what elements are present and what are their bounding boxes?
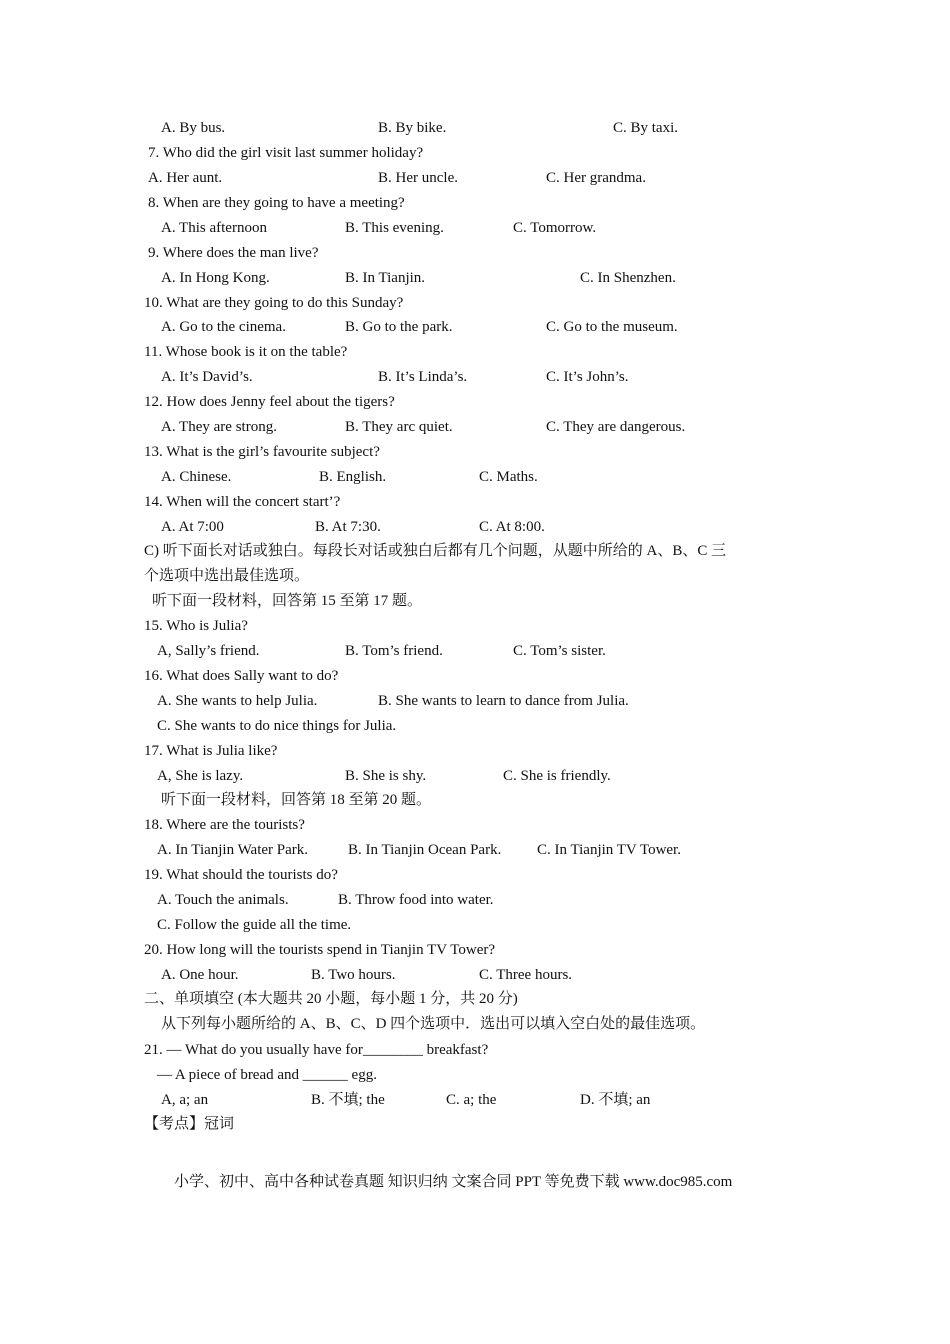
option-c: C. Maths. [479,469,538,485]
option-b: B. She is shy. [345,768,427,784]
option-c: C. They are dangerous. [546,419,686,435]
section-2-heading: 二、单项填空 (本大题共 20 小题，每小题 1 分，共 20 分) [144,991,518,1007]
question-16: 16. What does Sally want to do? [144,668,339,684]
option-c: C. In Shenzhen. [580,270,676,286]
option-a: A. In Hong Kong. [161,270,270,286]
option-c: C. Tomorrow. [513,220,597,236]
question-21: 21. — What do you usually have for________ breakfast? [144,1042,489,1058]
question-21-response: — A piece of bread and ______ egg. [157,1067,377,1083]
passage-intro-18-20: 听下面一段材料，回答第 18 至第 20 题。 [161,792,432,808]
question-18: 18. Where are the tourists? [144,817,305,833]
question-12: 12. How does Jenny feel about the tigers? [144,394,395,410]
option-c: C. At 8:00. [479,519,545,535]
option-a: A. In Tianjin Water Park. [157,842,309,858]
option-c: C. a; the [446,1092,497,1108]
option-c: C. She is friendly. [503,768,611,784]
question-9: 9. Where does the man live? [148,245,319,261]
question-17: 17. What is Julia like? [144,743,278,759]
option-c: C. Follow the guide all the time. [157,917,352,933]
option-a: A, a; an [161,1092,209,1108]
section-c-instructions-cont: 个选项中选出最佳选项。 [144,568,310,584]
section-2-instructions: 从下列每小题所给的 A、B、C、D 四个选项中．选出可以填入空白处的最佳选项。 [161,1016,706,1032]
option-a: A. Chinese. [161,469,232,485]
option-b: B. Throw food into water. [338,892,494,908]
knowledge-point: 【考点】冠词 [144,1116,235,1132]
option-a: A. Her aunt. [148,170,223,186]
question-13: 13. What is the girl’s favourite subject? [144,444,380,460]
option-a: A, She is lazy. [157,768,244,784]
passage-intro-15-17: 听下面一段材料，回答第 15 至第 17 题。 [152,593,423,609]
option-c: C. In Tianjin TV Tower. [537,842,681,858]
option-a: A. She wants to help Julia. [157,693,318,709]
option-c: C. Go to the museum. [546,319,678,335]
option-a: A. It’s David’s. [161,369,253,385]
option-c: C. Tom’s sister. [513,643,606,659]
option-c: C. Her grandma. [546,170,646,186]
option-b: B. Two hours. [311,967,396,983]
option-b: B. 不填; the [311,1092,385,1108]
option-a: A. At 7:00 [161,519,224,535]
question-7: 7. Who did the girl visit last summer holiday? [148,145,424,161]
option-a: A. By bus. [161,120,226,136]
question-8: 8. When are they going to have a meeting? [148,195,405,211]
option-a: A. This afternoon [161,220,267,236]
option-a: A, Sally’s friend. [157,643,260,659]
section-c-instructions: C) 听下面长对话或独白。每段长对话或独白后都有几个问题，从题中所给的 A、B、C 三 [144,543,727,559]
option-c: C. It’s John’s. [546,369,629,385]
option-a: A. Touch the animals. [157,892,289,908]
option-b: B. In Tianjin Ocean Park. [348,842,502,858]
option-b: B. English. [319,469,387,485]
page-footer: 小学、初中、高中各种试卷真题 知识归纳 文案合同 PPT 等免费下载 www.doc985.com [174,1174,733,1190]
option-b: B. Go to the park. [345,319,453,335]
question-10: 10. What are they going to do this Sunday? [144,295,404,311]
option-b: B. Tom’s friend. [345,643,443,659]
option-b: B. She wants to learn to dance from Julia. [378,693,629,709]
option-b: B. They arc quiet. [345,419,453,435]
option-c: C. She wants to do nice things for Julia. [157,718,397,734]
question-20: 20. How long will the tourists spend in Tianjin TV Tower? [144,942,496,958]
option-b: B. By bike. [378,120,447,136]
option-c: C. Three hours. [479,967,573,983]
option-b: B. At 7:30. [315,519,381,535]
option-a: A. One hour. [161,967,239,983]
option-b: B. This evening. [345,220,444,236]
option-b: B. In Tianjin. [345,270,426,286]
option-a: A. Go to the cinema. [161,319,286,335]
option-b: B. Her uncle. [378,170,458,186]
question-14: 14. When will the concert start’? [144,494,341,510]
option-b: B. It’s Linda’s. [378,369,468,385]
option-c: C. By taxi. [613,120,679,136]
question-11: 11. Whose book is it on the table? [144,344,348,360]
question-19: 19. What should the tourists do? [144,867,338,883]
option-a: A. They are strong. [161,419,277,435]
question-15: 15. Who is Julia? [144,618,248,634]
option-d: D. 不填; an [580,1092,651,1108]
